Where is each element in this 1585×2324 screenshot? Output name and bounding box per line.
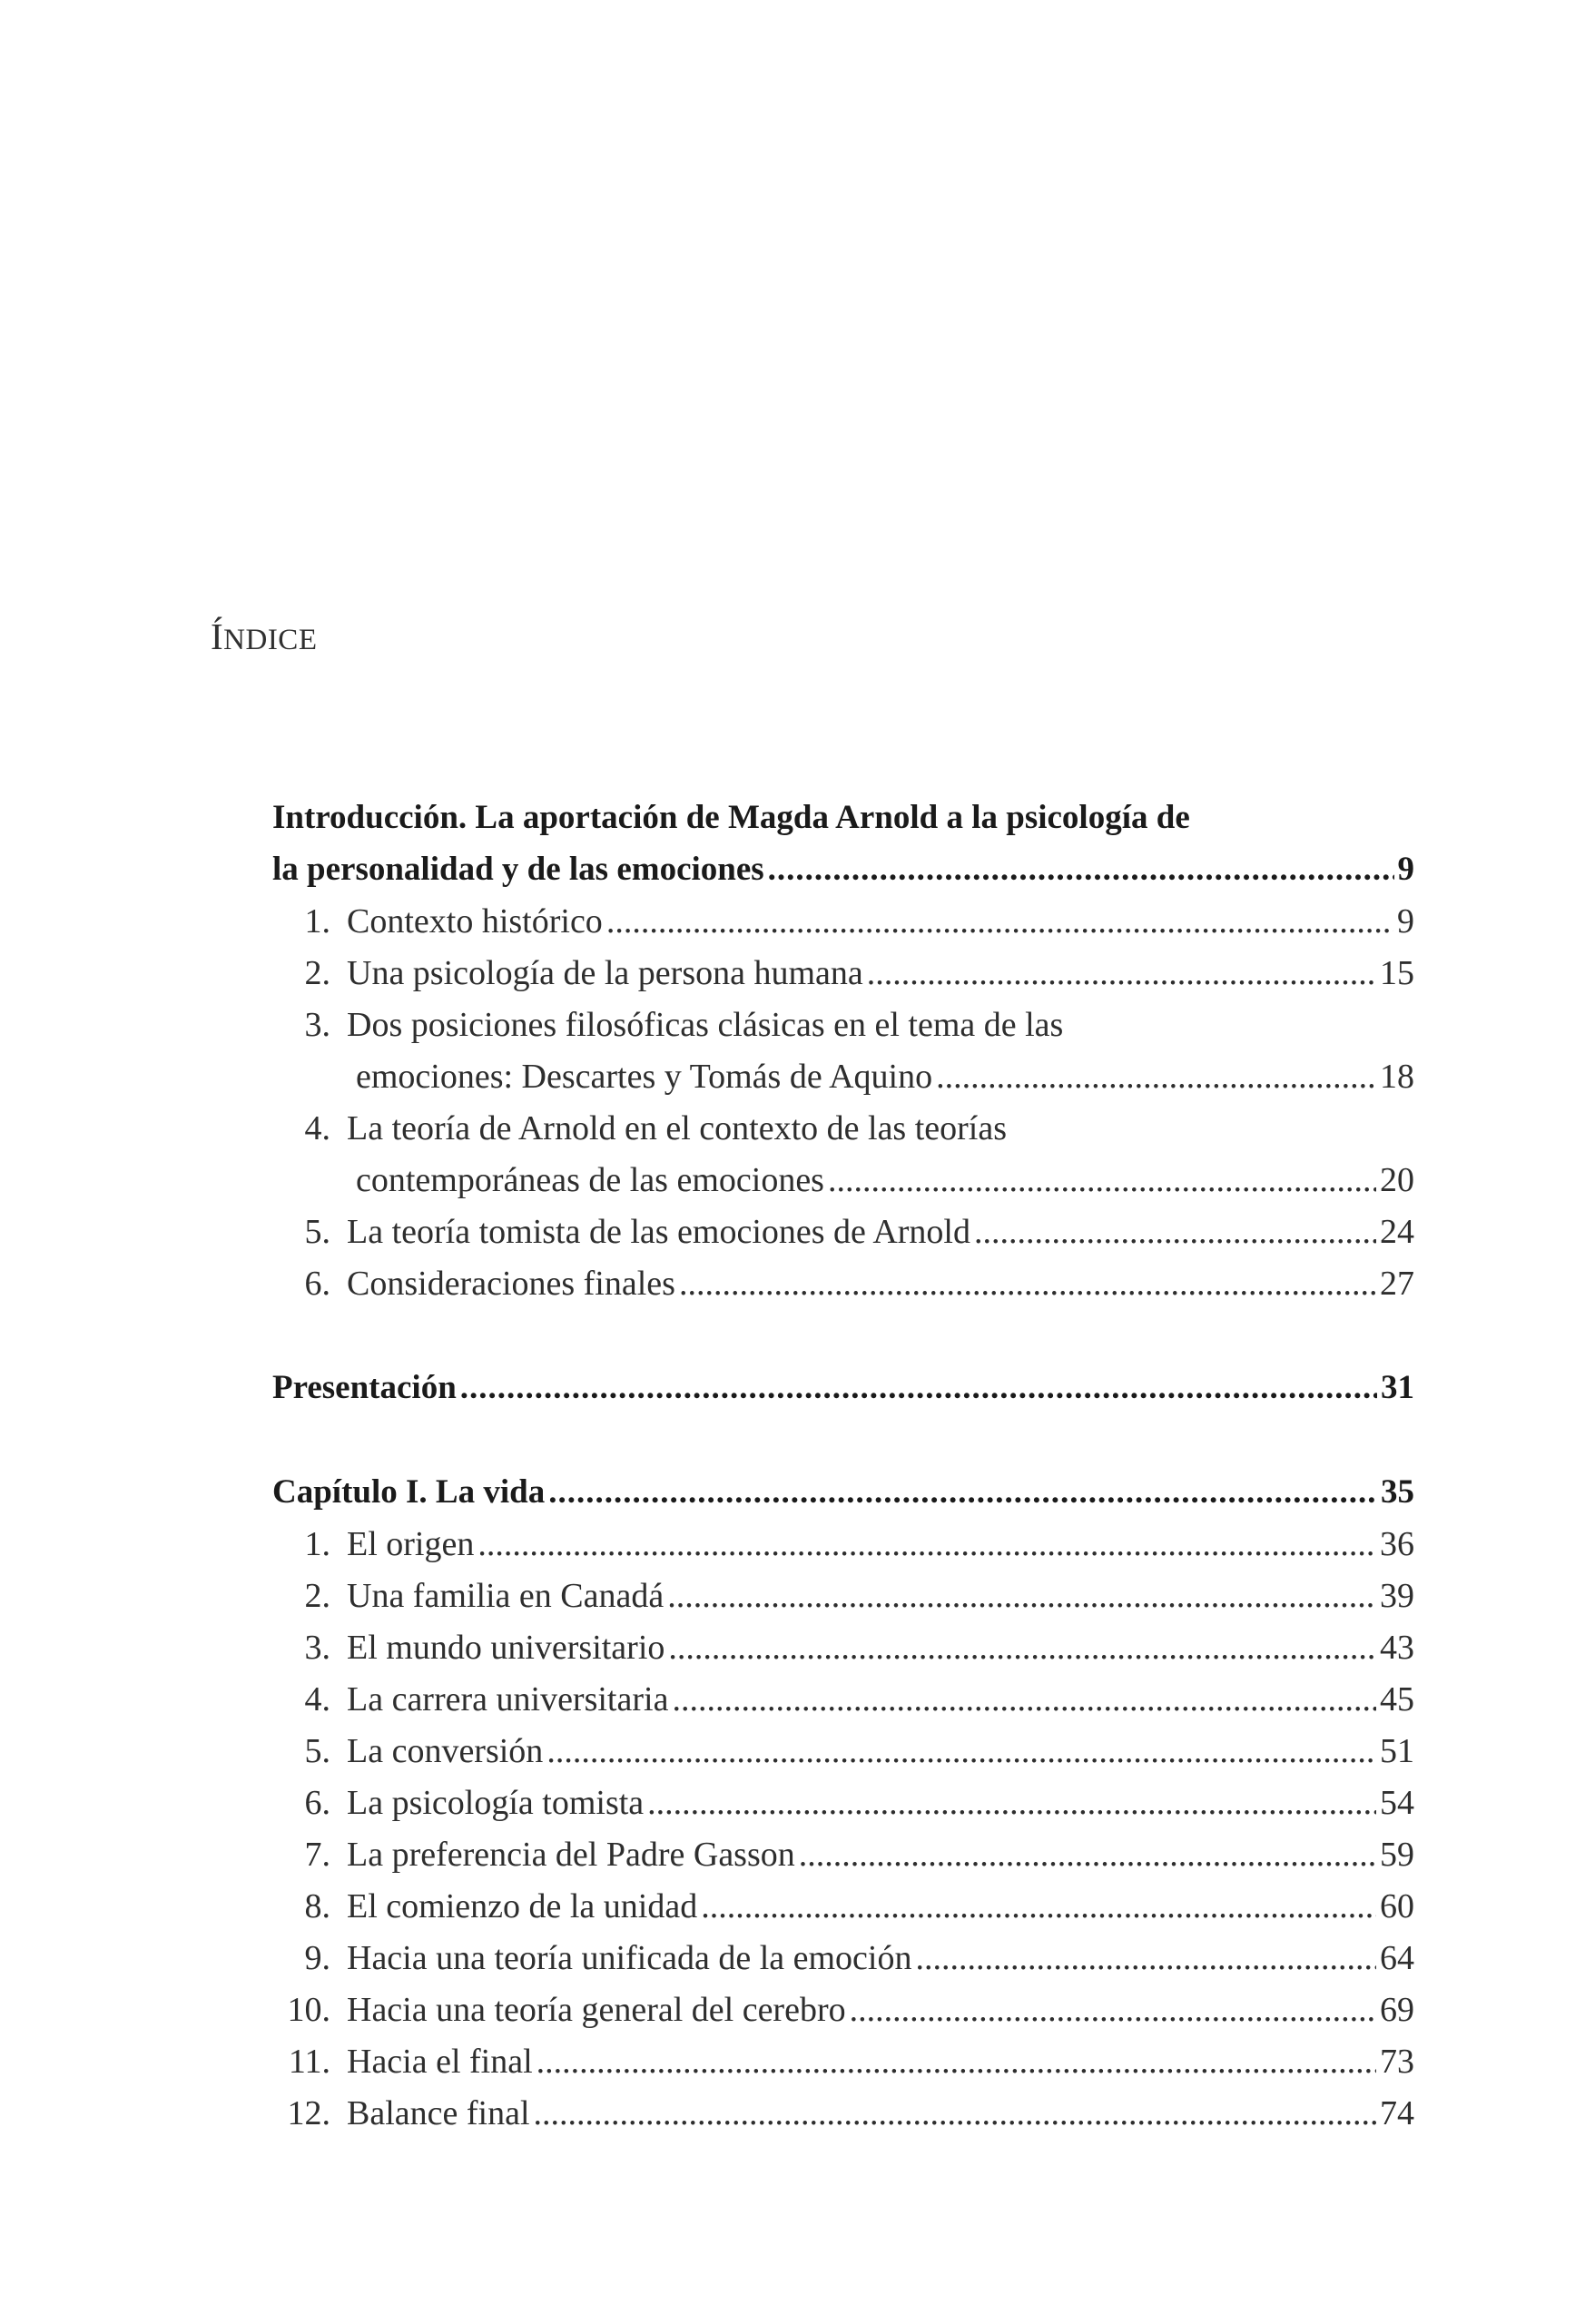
toc-entry-title: emociones: Descartes y Tomás de Aquino (356, 1058, 933, 1096)
toc-entry[interactable] (272, 1254, 1414, 1306)
toc-entry-page: 73 (1380, 2043, 1414, 2081)
toc-entry-number: 11. (288, 2043, 330, 2081)
toc-entry[interactable] (272, 1047, 1414, 1099)
toc-entry-page: 9 (1397, 851, 1414, 888)
toc-entry[interactable] (272, 1876, 1414, 1929)
toc-entry-title: El comienzo de la unidad (347, 1887, 698, 1925)
toc-entry-page: 20 (1380, 1161, 1414, 1199)
toc-entry[interactable] (272, 1773, 1414, 1826)
toc-entry-line1 (272, 1098, 1414, 1151)
toc-entry[interactable] (272, 1202, 1414, 1255)
dot-leader (477, 1521, 1376, 1567)
toc-entry-page: 36 (1380, 1525, 1414, 1563)
dot-leader (915, 1935, 1376, 1981)
dot-leader (850, 1987, 1376, 2033)
toc-entry-page: 35 (1381, 1473, 1414, 1511)
toc-entry-number: 12. (287, 2094, 330, 2132)
toc-entry-page: 31 (1381, 1369, 1414, 1406)
toc-entry-title: Hacia el final (347, 2043, 533, 2081)
toc-entry-title: La carrera universitaria (347, 1680, 669, 1718)
toc-entry-page: 9 (1397, 902, 1414, 940)
toc-entry-title: Dos posiciones filosóficas clásicas en el tema de las (347, 1006, 1064, 1044)
toc-entry[interactable] (272, 2032, 1414, 2084)
toc-entry-number: 6. (304, 1265, 330, 1303)
dot-leader (672, 1677, 1376, 1722)
dot-leader (668, 1625, 1376, 1670)
dot-leader (936, 1054, 1376, 1099)
toc-entry-title: Una psicología de la persona humana (347, 954, 863, 992)
toc-entry-title: Hacia una teoría general del cerebro (347, 1991, 846, 2029)
index-heading-rest: NDICE (223, 624, 318, 656)
toc-entry[interactable] (272, 1514, 1414, 1567)
dot-leader (679, 1261, 1376, 1306)
toc-entry-page: 39 (1380, 1577, 1414, 1615)
toc-entry-title: Introducción. La aportación de Magda Arnold a la psicología de (272, 799, 1190, 836)
toc-entry-title: La preferencia del Padre Gasson (347, 1836, 795, 1874)
toc-entry-page: 60 (1380, 1887, 1414, 1925)
toc-entry-title: Una familia en Canadá (347, 1577, 665, 1615)
toc-entry-presentacion[interactable] (272, 1358, 1414, 1411)
toc-entry[interactable] (272, 2083, 1414, 2136)
dot-leader (606, 899, 1393, 944)
toc-entry-number: 10. (287, 1991, 330, 2029)
index-heading (211, 614, 317, 663)
toc-entry-number: 9. (304, 1939, 330, 1977)
toc-entry-capitulo-1[interactable] (272, 1462, 1414, 1515)
dot-leader (799, 1832, 1376, 1877)
dot-leader (548, 1470, 1377, 1515)
dot-leader (647, 1780, 1376, 1826)
dot-leader (667, 1573, 1376, 1619)
toc-entry[interactable] (272, 1669, 1414, 1722)
dot-leader (828, 1157, 1376, 1203)
toc-entry-page: 64 (1380, 1939, 1414, 1977)
toc-entry-number: 1. (304, 1525, 330, 1563)
toc-entry-title: la personalidad y de las emociones (272, 851, 764, 888)
toc-entry-number: 5. (304, 1732, 330, 1770)
toc-entry-number: 5. (304, 1213, 330, 1251)
toc-entry-title: contemporáneas de las emociones (356, 1161, 824, 1199)
dot-leader (460, 1365, 1377, 1411)
toc-entry-page: 59 (1380, 1836, 1414, 1874)
dot-leader (974, 1209, 1376, 1255)
toc-entry-number: 3. (304, 1629, 330, 1667)
toc-entry-number: 7. (304, 1836, 330, 1874)
toc-entry-title: La conversión (347, 1732, 544, 1770)
toc-entry-number: 2. (304, 1577, 330, 1615)
toc-entry-number: 4. (304, 1680, 330, 1718)
toc-entry-introduccion-line1 (272, 788, 1414, 841)
index-heading-initial: Í (211, 615, 224, 657)
dot-leader (867, 950, 1376, 996)
toc-entry-number: 6. (304, 1784, 330, 1822)
dot-leader (768, 847, 1394, 892)
toc-entry-title: Hacia una teoría unificada de la emoción (347, 1939, 912, 1977)
dot-leader (534, 2091, 1376, 2136)
toc-entry-title: Capítulo I. La vida (272, 1473, 546, 1511)
toc-entry-title: Contexto histórico (347, 902, 603, 940)
toc-entry-page: 15 (1380, 954, 1414, 992)
toc-entry[interactable] (272, 1825, 1414, 1877)
toc-entry-title: La psicología tomista (347, 1784, 645, 1822)
toc-entry[interactable] (272, 1150, 1414, 1203)
toc-entry[interactable] (272, 891, 1414, 944)
toc-entry[interactable] (272, 1928, 1414, 1981)
toc-entry-page: 24 (1380, 1213, 1414, 1251)
dot-leader (546, 1728, 1376, 1774)
toc-entry-introduccion[interactable] (272, 840, 1414, 892)
toc-entry-number: 1. (304, 902, 330, 940)
toc-entry[interactable] (272, 1980, 1414, 2033)
toc-entry-title: Presentación (272, 1369, 457, 1406)
toc-entry[interactable] (272, 943, 1414, 996)
toc-entry[interactable] (272, 1721, 1414, 1774)
toc-entry-number: 2. (304, 954, 330, 992)
toc-entry-title: Consideraciones finales (347, 1265, 675, 1303)
toc-entry-page: 43 (1380, 1629, 1414, 1667)
toc-entry-number: 8. (304, 1887, 330, 1925)
toc-entry-page: 69 (1380, 1991, 1414, 2029)
toc-entry-page: 27 (1380, 1265, 1414, 1303)
toc-entry[interactable] (272, 1566, 1414, 1619)
toc-entry-page: 18 (1380, 1058, 1414, 1096)
toc-entry-title: Balance final (347, 2094, 530, 2132)
dot-leader (701, 1884, 1376, 1929)
toc-entry-title: El mundo universitario (347, 1629, 665, 1667)
toc-entry-page: 54 (1380, 1784, 1414, 1822)
toc-entry-page: 74 (1380, 2094, 1414, 2132)
toc-entry-title: La teoría tomista de las emociones de Arnold (347, 1213, 970, 1251)
toc-entry-title: La teoría de Arnold en el contexto de las teorías (347, 1109, 1008, 1147)
toc-entry-page: 51 (1380, 1732, 1414, 1770)
toc-entry[interactable] (272, 1618, 1414, 1670)
toc-entry-title: El origen (347, 1525, 475, 1563)
toc-entry-number: 3. (304, 1006, 330, 1044)
toc-entry-line1 (272, 995, 1414, 1048)
toc-entry-number: 4. (304, 1109, 330, 1147)
dot-leader (537, 2039, 1376, 2084)
toc-entry-page: 45 (1380, 1680, 1414, 1718)
